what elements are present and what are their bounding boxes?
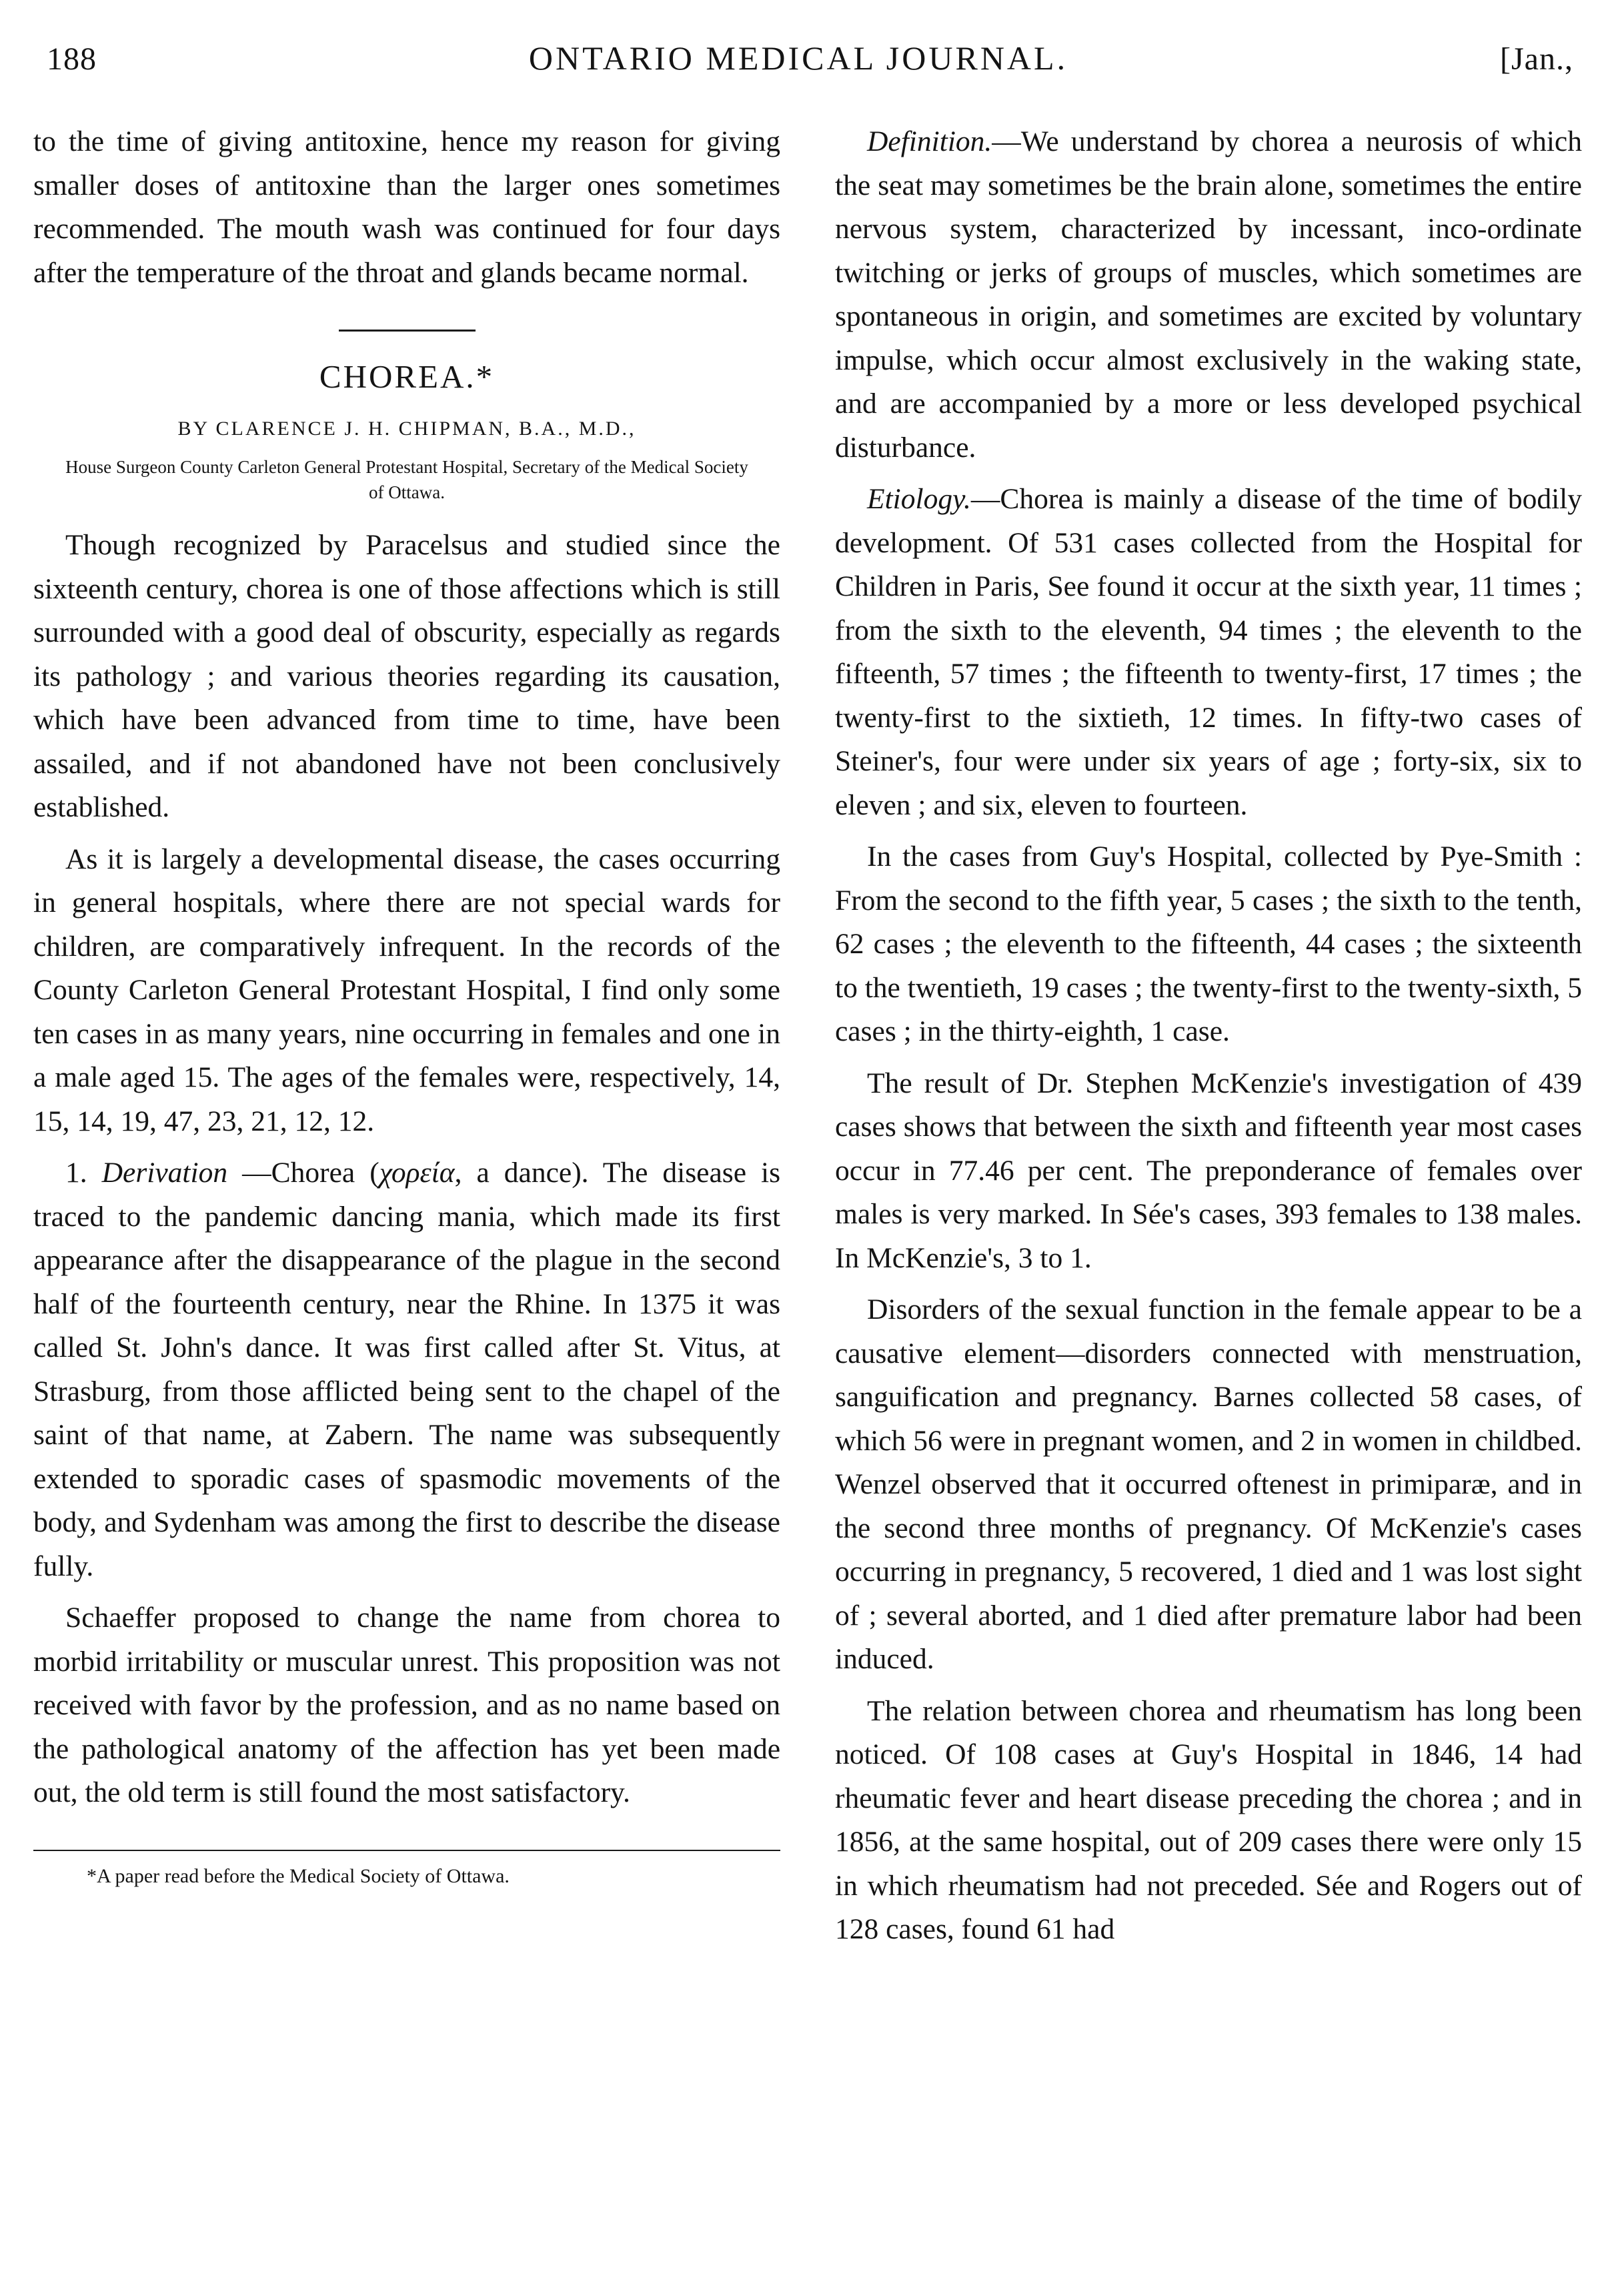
etiology-heading: Etiology. <box>867 483 971 515</box>
hospital-cases-paragraph: As it is largely a developmental disease, the cases occurring in general hospitals, where there are not special wards for children, are comparatively infrequent. In the records of the County Carleton General Protestant Hospital, I find only some ten cases in as many years, nine occurring in females and one in a male aged 15. The ages of the females were, respectively, 14, 15, 14, 19, 47, 23, 21, 12, 12. <box>33 842 780 1137</box>
definition-text: —We understand by chorea a neurosis of which the seat may sometimes be the brain alone, sometimes the entire nervous system, characterized by incessant, inco-ordinate twitching or jerks of groups of muscles, which sometimes are spontaneous in origin, and sometimes are excited by voluntary impulse, which occur almost exclusively in the waking state, and are accompanied by a more or less developed psychical disturbance. <box>835 125 1582 464</box>
continued-paragraph: to the time of giving antitoxine, hence my reason for giving smaller doses of antitoxine than the larger ones sometimes recommended. The mouth wash was continued for four days after the temperature of the throat and glands became normal. <box>33 125 780 289</box>
left-column <box>33 120 780 1890</box>
article-title: CHOREA.* <box>319 358 495 395</box>
footnote: *A paper read before the Medical Society of Ottawa. <box>87 1864 510 1887</box>
derivation-paragraph <box>33 1151 780 1588</box>
derivation-dash: —Chorea ( <box>227 1157 379 1189</box>
etiology-paragraph <box>835 478 1582 827</box>
greek-term: χορεία <box>379 1157 455 1189</box>
derivation-heading: Derivation <box>101 1157 228 1189</box>
issue-month: [Jan., <box>1500 41 1573 77</box>
section-divider <box>339 330 476 332</box>
page-number: 188 <box>47 41 97 77</box>
definition-heading: Definition. <box>867 125 992 157</box>
rheumatism-paragraph: The relation between chorea and rheumatism has long been noticed. Of 108 cases at Guy's Hospital in 1846, 14 had rheumatic fever and heart disease preceding the chorea ; and in 1856, at the same hospital, out of 209 cases there were only 15 in which rheumatism had not preceded. Sée and Rogers out of 128 cases, found 61 had <box>835 1694 1582 1945</box>
derivation-text: , a dance). The disease is traced to the pandemic dancing mania, which made its first appearance after the disappearance of the plague in the second half of the fourteenth century, near the Rhine. In 1375 it was called St. John's dance. It was first called after St. Vitus, at Strasburg, from those afflicted being sent to the chapel of the saint of that name, at Zabern. The name was subsequently extended to sporadic cases of spasmodic movements of the body, and Sydenham was among the first to describe the disease fully. <box>33 1157 781 1582</box>
journal-title: ONTARIO MEDICAL JOURNAL. <box>528 39 1068 77</box>
mckenzie-paragraph: The result of Dr. Stephen McKenzie's investigation of 439 cases shows that between the sixth and fifteenth year most cases occur in 77.46 per cent. The preponderance of females over males is very marked. In Sée's cases, 393 females to 138 males. In McKenzie's, 3 to 1. <box>835 1067 1582 1274</box>
definition-paragraph <box>835 120 1582 470</box>
derivation-number: 1. <box>65 1157 87 1189</box>
etiology-text: —Chorea is mainly a disease of the time of bodily development. Of 531 cases collected from the Hospital for Children in Paris, See found it occur at the sixth year, 11 times ; from the sixth to the eleventh, 94 times ; the eleventh to the fifteenth, 57 times ; the fifteenth to twenty-first, 17 times ; the twenty-first to the sixtieth, 12 times. In fifty-two cases of Steiner's, four were under six years of age ; forty-six, six to eleven ; and six, eleven to fourteen. <box>835 483 1582 821</box>
sexual-function-paragraph: Disorders of the sexual function in the female appear to be a causative element—disorders connected with menstruation, sanguification and pregnancy. Barnes collected 58 cases, of which 56 were in pregnant women, and 2 in women in childbed. Wenzel observed that it occurred oftenest in primiparæ, and in the second three months of pregnancy. Of McKenzie's cases occurring in pregnancy, 5 recovered, 1 died and 1 was lost sight of ; several aborted, and 1 died after premature labor had been induced. <box>835 1293 1582 1675</box>
running-header <box>47 39 1573 92</box>
guys-hospital-paragraph: In the cases from Guy's Hospital, collected by Pye-Smith : From the second to the fifth year, 5 cases ; the sixth to the tenth, 62 cases ; the eleventh to the fifteenth, 44 cases ; the sixteenth to the twentieth, 19 cases ; the twenty-first to the twenty-sixth, 5 cases ; in the thirty-eighth, 1 case. <box>835 840 1582 1047</box>
author-affiliation: House Surgeon County Carleton General Protestant Hospital, Secretary of the Medical Society of Ottawa. <box>65 457 748 502</box>
footnote-rule <box>33 1850 780 1851</box>
schaeffer-paragraph: Schaeffer proposed to change the name from chorea to morbid irritability or muscular unrest. This proposition was not received with favor by the profession, and as no name based on the pathological anatomy of the affection has yet been made out, the old term is still found the most satisfactory. <box>33 1602 780 1808</box>
intro-paragraph: Though recognized by Paracelsus and studied since the sixteenth century, chorea is one of those affections which is still surrounded with a good deal of obscurity, especially as regards its pathology ; and various theories regarding its causation, which have been advanced from time to time, have been assailed, and if not abandoned have not been conclusively established. <box>33 529 780 823</box>
right-column <box>835 120 1582 1952</box>
author-byline: BY CLARENCE J. H. CHIPMAN, B.A., M.D., <box>177 418 636 440</box>
